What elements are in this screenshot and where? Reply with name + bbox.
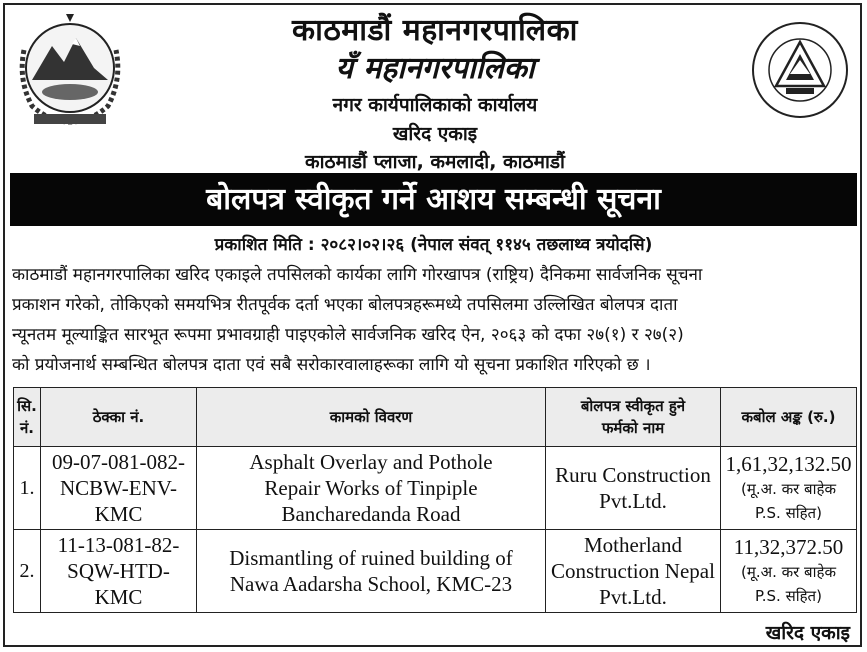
col-header-firm: बोलपत्र स्वीकृत हुने फर्मको नाम bbox=[546, 388, 721, 447]
row-amount: 11,32,372.50 (मू.अ. कर बाहेक P.S. सहित) bbox=[721, 530, 857, 613]
nepal-emblem-logo bbox=[14, 10, 126, 130]
col-header-contract-no: ठेक्का नं. bbox=[41, 388, 197, 447]
table-header-row bbox=[14, 388, 857, 447]
row-firm: Ruru Construction Pvt.Ltd. bbox=[546, 447, 721, 530]
notice-body-line: न्यूनतम मूल्याङ्कित सारभूत रूपमा प्रभावग्राही पाइएकोले सार्वजनिक खरिद ऐन, २०६३ को दफा २७(१) र २७(२) bbox=[12, 325, 684, 345]
col-header-sn: सि. नं. bbox=[14, 388, 41, 447]
footer-signature: खरिद एकाइ bbox=[765, 622, 850, 644]
row-description: Asphalt Overlay and Pothole Repair Works of Tinpiple Bancharedanda Road bbox=[197, 447, 546, 530]
office-name: नगर कार्यपालिकाको कार्यालय bbox=[332, 94, 538, 116]
municipality-title: काठमाडौं महानगरपालिका bbox=[292, 13, 578, 48]
unit-name: खरिद एकाइ bbox=[392, 123, 478, 145]
notice-body-line: प्रकाशन गरेको, तोकिएको समयभित्र रीतपूर्वक दर्ता भएका बोलपत्रहरूमध्ये तपसिलमा उल्लिखित बोलपत्र दाता bbox=[12, 295, 678, 315]
table-row bbox=[14, 447, 857, 530]
notice-body-line: काठमाडौं महानगरपालिका खरिद एकाइले तपसिलको कार्यका लागि गोरखापत्र (राष्ट्रिय) दैनिकमा सार्वजनिक सूचना bbox=[12, 265, 703, 285]
contract-table bbox=[13, 387, 857, 613]
row-firm: Motherland Construction Nepal Pvt.Ltd. bbox=[546, 530, 721, 613]
col-header-description: कामको विवरण bbox=[197, 388, 546, 447]
row-contract-no: 09-07-081-082- NCBW-ENV- KMC bbox=[41, 447, 197, 530]
kmc-seal-logo bbox=[750, 20, 850, 120]
notice-banner-title: बोलपत्र स्वीकृत गर्ने आशय सम्बन्धी सूचना bbox=[10, 173, 857, 226]
row-contract-no: 11-13-081-82- SQW-HTD- KMC bbox=[41, 530, 197, 613]
row-description: Dismantling of ruined building of Nawa Aadarsha School, KMC-23 bbox=[197, 530, 546, 613]
notice-body-line: को प्रयोजनार्थ सम्बन्धित बोलपत्र दाता एवं सबै सरोकारवालाहरूका लागि यो सूचना प्रकाशित गरिएको छ । bbox=[12, 355, 651, 375]
published-date: प्रकाशित मिति : २०८२।०२।२६ (नेपाल संवत् ११४५ तछलाथ्व त्रयोदसि) bbox=[214, 235, 653, 255]
row-amount: 1,61,32,132.50 (मू.अ. कर बाहेक P.S. सहित) bbox=[721, 447, 857, 530]
row-sn: 2. bbox=[14, 530, 41, 613]
row-sn: 1. bbox=[14, 447, 41, 530]
col-header-amount: कबोल अङ्क (रु.) bbox=[721, 388, 857, 447]
notice-body bbox=[12, 260, 857, 380]
office-address: काठमाडौं प्लाजा, कमलादी, काठमाडौं bbox=[305, 151, 565, 173]
table-row bbox=[14, 530, 857, 613]
municipality-title-newari: यँ महानगरपालिका bbox=[335, 51, 535, 86]
